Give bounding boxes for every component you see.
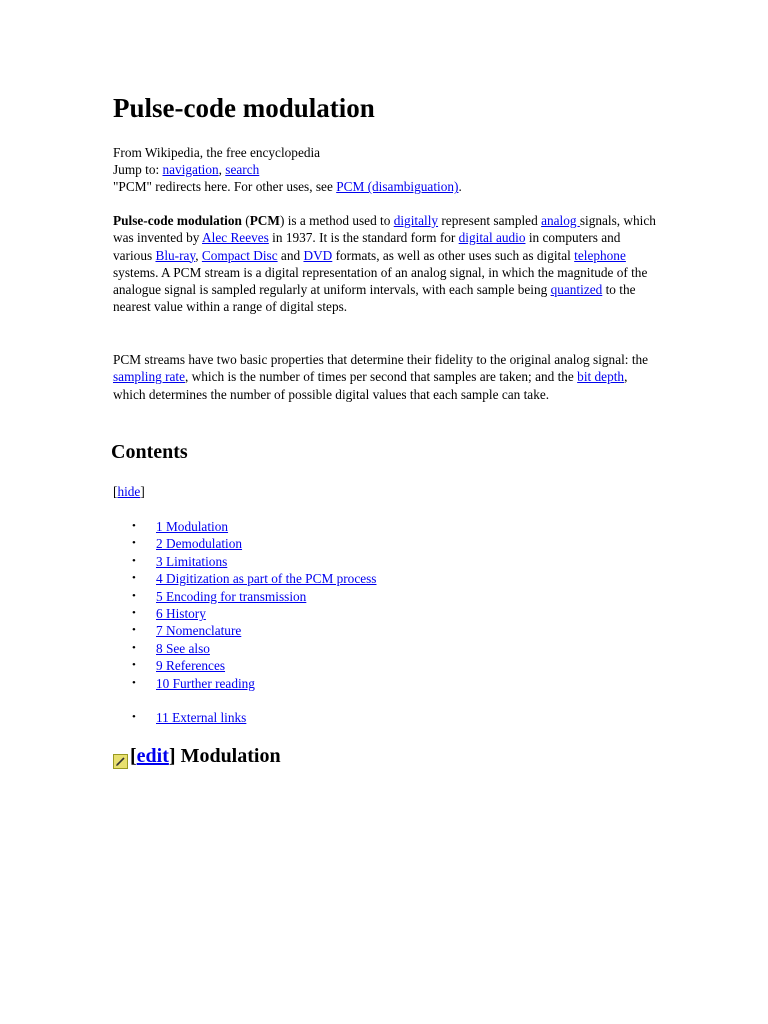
toc-item [113,588,376,605]
bullet-icon: • [132,659,136,672]
toc-item [113,553,376,570]
toc-link[interactable]: 10 Further reading [156,675,255,691]
page-title: Pulse-code modulation [113,93,375,123]
text-run: , [195,247,202,263]
text-run: and [277,247,304,263]
bold-term: PCM [249,213,280,228]
section-title: Modulation [175,745,281,767]
bullet-icon: • [132,606,136,619]
bullet-icon: • [132,711,136,723]
text-run: in 1937. It is the standard form for [268,230,459,246]
toc-list [113,518,376,692]
toc-link[interactable]: 11 External links [156,710,247,725]
toc-item [113,640,376,657]
edit-bracket-open: [ [130,745,137,767]
inline-link[interactable]: sampling rate [113,369,186,385]
jump-separator: , [218,162,226,178]
bullet-icon: • [132,537,136,550]
toc-list-continued [113,709,246,726]
bullet-icon: • [132,572,136,585]
inline-link[interactable]: quantized [550,282,603,298]
toc-link[interactable]: 6 History [156,605,206,621]
text-run: ) is a method used to [279,213,394,228]
toc-item [113,622,376,639]
toc-link[interactable]: 2 Demodulation [156,536,243,552]
section-heading-modulation [113,742,281,770]
toc-item [113,570,376,587]
intro-paragraph-1 [113,212,658,316]
inline-link[interactable]: digital audio [458,230,526,246]
toc-link[interactable]: 5 Encoding for transmission [156,588,307,604]
navigation-link[interactable]: navigation [162,162,219,178]
bullet-icon: • [132,624,136,637]
bullet-icon: • [132,676,136,689]
text-run: formats, as well as other uses such as digital [332,247,575,263]
text-run: to the nearest value within a range of digital steps. [113,282,636,315]
text-run: ( [241,213,250,228]
bold-term: Pulse-code modulation [113,213,242,228]
article-meta [113,144,658,196]
inline-link[interactable]: Compact Disc [201,247,278,263]
text-run: represent sampled [438,213,542,228]
text-run: PCM streams have two basic properties that determine their fidelity to the original analog signal: the [113,352,649,367]
toc-item [113,709,246,726]
toc-item [113,605,376,622]
bullet-icon: • [132,589,136,602]
search-link[interactable]: search [225,162,260,178]
section-edit-link[interactable]: edit [136,745,169,767]
edit-bracket-close: ] [168,745,176,767]
toc-link[interactable]: 3 Limitations [156,553,228,569]
inline-link[interactable]: DVD [303,247,333,263]
site-sub: From Wikipedia, the free encyclopedia [113,145,321,160]
redirect-prefix: "PCM" redirects here. For other uses, see [113,179,337,195]
toc-item [113,657,376,674]
intro-paragraph-2 [113,351,658,403]
toc-hide-link[interactable]: hide [117,484,141,499]
inline-link[interactable]: digitally [393,213,439,228]
toc-link[interactable]: 9 References [156,658,226,674]
toc-link[interactable]: 8 See also [156,640,210,656]
text-run: signals, which was invented by [113,213,656,246]
toc-bracket-close: ] [140,484,145,499]
bullet-icon: • [132,554,136,567]
toc-bracket-open: [ [113,484,118,499]
toc-item [113,535,376,552]
jump-to-label: Jump to: [113,162,163,178]
inline-link[interactable]: bit depth [577,369,625,385]
jump-to-line [113,161,658,178]
toc-item [113,518,376,535]
edit-pencil-icon [113,749,128,764]
text-run: in computers and various [113,230,621,263]
text-run: systems. A PCM stream is a digital representation of an analog signal, in which the magnitude of the analogue signal is sampled regularly at uniform intervals, with each sample being [113,264,648,298]
bullet-icon: • [132,641,136,654]
inline-link[interactable]: telephone [574,247,626,263]
text-run: , which determines the number of possible digital values that each sample can take. [113,369,628,402]
toc-link[interactable]: 7 Nomenclature [156,623,242,639]
inline-link[interactable]: analog [541,213,580,228]
toc-link[interactable]: 1 Modulation [156,519,229,534]
inline-link[interactable]: Blu-ray [155,247,196,263]
inline-link[interactable]: Alec Reeves [202,230,269,246]
contents-heading: Contents [111,441,188,463]
redirect-suffix: . [458,179,462,195]
text-run: , which is the number of times per second that samples are taken; and the [185,369,578,385]
disambiguation-link[interactable]: PCM (disambiguation) [336,179,459,195]
bullet-icon: • [132,520,136,532]
toc-toggle [113,483,145,500]
toc-link[interactable]: 4 Digitization as part of the PCM process [156,571,377,587]
redirect-note [113,178,658,195]
toc-item [113,675,376,692]
